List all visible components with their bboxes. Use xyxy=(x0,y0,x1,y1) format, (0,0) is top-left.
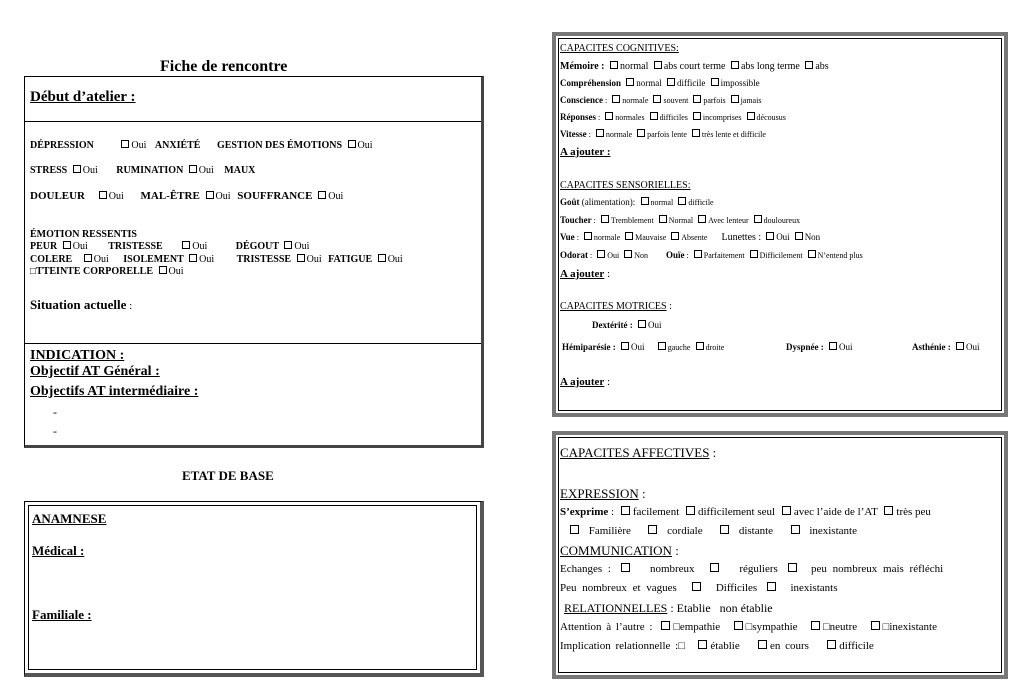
emotion-title: ÉMOTION RESSENTIS xyxy=(30,229,137,240)
sexprime-checkbox[interactable] xyxy=(621,506,630,515)
option-label: difficiles xyxy=(659,113,688,122)
option-label: Tremblement xyxy=(610,216,654,225)
oui-label: Oui xyxy=(198,165,214,176)
option-label: souvent xyxy=(663,96,689,105)
colere-label: COLERE xyxy=(30,254,73,265)
option-label: difficile xyxy=(839,640,874,652)
option-label: avec l’aide de l’AT xyxy=(793,506,878,518)
oui-label: Oui xyxy=(328,191,344,202)
option-label: établie xyxy=(710,640,740,652)
vue-checkbox[interactable] xyxy=(625,232,633,240)
capacites-motrices-label: CAPACITES MOTRICES xyxy=(560,301,667,312)
reponses-checkbox[interactable] xyxy=(693,112,701,120)
medical-label: Médical : xyxy=(32,543,85,558)
ouie-checkbox[interactable] xyxy=(808,250,816,258)
communication-label: COMMUNICATION xyxy=(560,543,672,558)
lunettes-checkbox[interactable] xyxy=(795,232,803,240)
option-label: Difficilement xyxy=(759,251,803,260)
asthenie-label: Asthénie : xyxy=(912,342,951,352)
option-label: normales xyxy=(615,113,645,122)
a-ajouter-3: A ajouter : xyxy=(560,376,611,388)
lunettes-checkbox[interactable] xyxy=(766,232,774,240)
odorat-label: Odorat xyxy=(560,250,588,260)
option-label: en cours xyxy=(769,640,809,652)
a-ajouter-label: A ajouter : xyxy=(560,146,611,158)
oui-label: Oui xyxy=(294,241,310,252)
echanges-checkbox[interactable] xyxy=(710,563,719,572)
oui-label: Oui xyxy=(647,320,662,330)
maux-label: MAUX xyxy=(224,165,256,176)
indication-label: INDICATION : xyxy=(30,348,125,363)
option-label: facilement xyxy=(632,506,680,518)
toucher-checkbox[interactable] xyxy=(698,215,706,223)
option-label: impossible xyxy=(720,78,760,88)
familiere-checkbox[interactable] xyxy=(570,525,579,534)
oui-label: Oui xyxy=(168,266,184,277)
gout-checkbox[interactable] xyxy=(678,197,686,205)
dyspnee-checkbox[interactable] xyxy=(829,342,837,350)
attention-checkbox[interactable] xyxy=(734,621,743,630)
option-label: Familière xyxy=(588,525,631,537)
capacites-sensorielles-label: CAPACITES SENSORIELLES: xyxy=(560,180,691,191)
toucher-checkbox[interactable] xyxy=(659,215,667,223)
stress-checkbox[interactable] xyxy=(73,165,81,173)
attention-label: Attention à l’autre : xyxy=(560,621,653,633)
row-douleur xyxy=(30,190,343,202)
dexterite-label: Dextérité : xyxy=(592,320,633,330)
option-label: Absente xyxy=(681,233,708,242)
attention-checkbox[interactable] xyxy=(871,621,880,630)
gestion-checkbox[interactable] xyxy=(348,140,356,148)
peur-label: PEUR xyxy=(30,241,58,252)
sexprime-checkbox[interactable] xyxy=(686,506,695,515)
row-peu-nombreux xyxy=(560,582,838,594)
option-label: □inexistante xyxy=(882,621,937,633)
option-label: □sympathie xyxy=(745,621,798,633)
option-label: abs court terme xyxy=(663,61,726,72)
row-asthenie xyxy=(912,342,980,352)
fatigue-label: FATIGUE xyxy=(328,254,373,265)
row-familiere xyxy=(566,525,857,537)
atteinte-label: □TTEINTE CORPORELLE xyxy=(30,266,154,277)
option-label: abs xyxy=(815,61,829,72)
option-label: très peu xyxy=(896,506,931,518)
ouie-checkbox[interactable] xyxy=(694,250,702,258)
comprehension-checkbox[interactable] xyxy=(711,78,719,86)
oui-label: Oui xyxy=(630,342,645,352)
fatigue-checkbox[interactable] xyxy=(378,254,386,262)
option-label: difficilement seul xyxy=(698,506,776,518)
oui-label: Oui xyxy=(131,140,147,151)
a-ajouter-label: A ajouter xyxy=(560,268,605,280)
option-label: normal xyxy=(636,78,662,88)
relationnelles-row xyxy=(564,601,773,616)
memoire-checkbox[interactable] xyxy=(610,61,618,69)
comprehension-label: Compréhension xyxy=(560,78,622,88)
dexterite-checkbox[interactable] xyxy=(638,320,646,328)
anamnese-panel xyxy=(24,501,484,677)
sexprime-checkbox[interactable] xyxy=(782,506,791,515)
option-label: abs long terme xyxy=(740,61,800,72)
echanges-checkbox[interactable] xyxy=(788,563,797,572)
familiale-label: Familiale : xyxy=(32,607,92,622)
oui-label: Oui xyxy=(839,342,853,352)
situation-actuelle xyxy=(30,297,132,313)
rumination-label: RUMINATION xyxy=(116,165,184,176)
row-vue: Vue : normale Mauvaise Absente Lunettes : Oui Non xyxy=(560,232,821,243)
oui-label: Oui xyxy=(966,342,980,352)
peur-checkbox[interactable] xyxy=(63,241,71,249)
vitesse-checkbox[interactable] xyxy=(596,129,604,137)
oui-label: Oui xyxy=(93,254,109,265)
gout-checkbox[interactable] xyxy=(641,197,649,205)
hemiparesie-label: Hémiparésie : xyxy=(562,342,616,352)
row-attention xyxy=(560,621,937,633)
conscience-checkbox[interactable] xyxy=(731,95,739,103)
option-label: Parfaitement xyxy=(703,251,745,260)
odorat-checkbox[interactable] xyxy=(624,250,632,258)
row-dexterite xyxy=(592,320,661,330)
vue-checkbox[interactable] xyxy=(671,232,679,240)
oui-label: Oui xyxy=(215,191,231,202)
oui-label: Oui xyxy=(108,191,124,202)
conscience-checkbox[interactable] xyxy=(612,95,620,103)
objectifs-intermediaire-label: Objectifs AT intermédiaire : xyxy=(30,384,199,399)
tristesse-label: TRISTESSE xyxy=(108,241,163,252)
row-echanges xyxy=(560,563,943,575)
a-ajouter-2: A ajouter : xyxy=(560,268,611,280)
option-label: Oui xyxy=(776,232,790,242)
conscience-checkbox[interactable] xyxy=(693,95,701,103)
row-atteinte xyxy=(30,266,184,277)
mal-etre-label: MAL-ÊTRE xyxy=(140,190,200,202)
anxiete-label: ANXIÉTÉ xyxy=(154,140,201,151)
tristesse-checkbox[interactable] xyxy=(182,241,190,249)
memoire-checkbox[interactable] xyxy=(731,61,739,69)
reponses-checkbox[interactable] xyxy=(747,112,755,120)
dyspnee-label: Dyspnée : xyxy=(786,342,824,352)
depression-label: DÉPRESSION xyxy=(30,140,94,151)
rencontre-panel xyxy=(24,76,484,448)
vitesse-checkbox[interactable] xyxy=(692,129,700,137)
divider xyxy=(25,343,481,344)
capacites-cognitives-label: CAPACITES COGNITIVES: xyxy=(560,43,679,54)
depression-checkbox[interactable] xyxy=(121,140,129,148)
row-memoire xyxy=(560,61,829,72)
inexistants-checkbox[interactable] xyxy=(767,582,776,591)
comprehension-checkbox[interactable] xyxy=(626,78,634,86)
droite-checkbox[interactable] xyxy=(696,342,704,350)
row-conscience: Conscience : normale souvent parfois jamais xyxy=(560,95,762,105)
option-label: Normal xyxy=(668,216,694,225)
tristesse-label: TRISTESSE xyxy=(236,254,292,265)
implication-label: Implication relationnelle :□ xyxy=(560,640,685,652)
isolement-label: ISOLEMENT xyxy=(123,254,184,265)
motrices-row: CAPACITES MOTRICES : xyxy=(560,301,672,312)
ouie-checkbox[interactable] xyxy=(750,250,758,258)
souffrance-label: SOUFFRANCE xyxy=(237,190,313,202)
oui-label: Oui xyxy=(357,140,373,151)
memoire-checkbox[interactable] xyxy=(805,61,813,69)
row-gout xyxy=(560,197,714,207)
vitesse-label: Vitesse xyxy=(560,129,587,139)
oui-label: Oui xyxy=(387,254,403,265)
option-label: normale xyxy=(593,233,621,242)
option-label: très lente et difficile xyxy=(701,130,766,139)
douleur-label: DOULEUR xyxy=(30,190,86,202)
attention-checkbox[interactable] xyxy=(811,621,820,630)
implication-checkbox[interactable] xyxy=(827,640,836,649)
option-label: droite xyxy=(705,343,725,352)
toucher-checkbox[interactable] xyxy=(754,215,762,223)
relationnelles-options: : Etablie non établie xyxy=(670,601,773,615)
sexprime-label: S’exprime xyxy=(560,506,609,518)
option-label: normale xyxy=(622,96,649,105)
option-label: peu nombreux mais réfléchi xyxy=(811,563,944,575)
comprehension-checkbox[interactable] xyxy=(667,78,675,86)
gout-note: (alimentation): xyxy=(579,197,636,207)
vue-label: Vue xyxy=(560,232,575,242)
isolement-checkbox[interactable] xyxy=(189,254,197,262)
row-reponses: Réponses : normales difficiles incomprises décousus xyxy=(560,112,786,122)
oui-label: Oui xyxy=(72,241,88,252)
souffrance-checkbox[interactable] xyxy=(318,191,326,199)
option-label: incomprises xyxy=(702,113,742,122)
row-hemiparesie xyxy=(562,342,724,352)
gout-label: Goût xyxy=(560,197,580,207)
conscience-label: Conscience xyxy=(560,95,603,105)
reponses-checkbox[interactable] xyxy=(605,112,613,120)
expression-row: EXPRESSION : xyxy=(560,486,646,501)
echanges-checkbox[interactable] xyxy=(621,563,630,572)
option-label: jamais xyxy=(740,96,762,105)
ouie-label: Ouïe xyxy=(666,250,685,260)
relationnelles-label: RELATIONNELLES xyxy=(564,601,668,615)
option-label: Mauvaise xyxy=(635,233,667,242)
oui-label: Oui xyxy=(306,254,322,265)
oui-label: Oui xyxy=(199,254,215,265)
expression-label: EXPRESSION xyxy=(560,486,639,501)
option-label: Oui xyxy=(607,251,620,260)
anamnese-inner-border xyxy=(28,505,477,670)
memoire-checkbox[interactable] xyxy=(654,61,662,69)
reponses-label: Réponses xyxy=(560,112,597,122)
row-vitesse: Vitesse : normale parfois lente très lente et difficile xyxy=(560,129,766,139)
toucher-checkbox[interactable] xyxy=(601,215,609,223)
tristesse-2-checkbox[interactable] xyxy=(297,254,305,262)
option-label: □neutre xyxy=(823,621,858,633)
stress-label: STRESS xyxy=(30,165,68,176)
option-label: normal xyxy=(650,198,674,207)
colere-checkbox[interactable] xyxy=(84,254,92,262)
atteinte-checkbox[interactable] xyxy=(159,266,167,274)
situation-label: Situation actuelle xyxy=(30,297,127,312)
gestion-label: GESTION DES ÉMOTIONS xyxy=(216,140,343,151)
vitesse-checkbox[interactable] xyxy=(637,129,645,137)
difficiles-checkbox[interactable] xyxy=(692,582,701,591)
option-label: nombreux xyxy=(649,563,695,575)
option-label: cordiale xyxy=(667,525,703,537)
capacites-affectives-label: CAPACITES AFFECTIVES xyxy=(560,445,710,460)
degout-checkbox[interactable] xyxy=(284,241,292,249)
row-peur xyxy=(30,241,309,252)
asthenie-checkbox[interactable] xyxy=(956,342,964,350)
option-label: inexistante xyxy=(809,525,857,537)
degout-label: DÉGOUT xyxy=(235,241,279,252)
etat-de-base-title: ETAT DE BASE xyxy=(182,468,274,483)
memoire-label: Mémoire : xyxy=(560,61,605,72)
option-label: inexistants xyxy=(790,582,838,594)
attention-checkbox[interactable] xyxy=(661,621,670,630)
option-label: parfois xyxy=(703,96,726,105)
option-label: N’entend plus xyxy=(817,251,863,260)
row-colere xyxy=(30,254,403,265)
row-dyspnee xyxy=(786,342,853,352)
option-label: parfois lente xyxy=(647,130,687,139)
hemiparesie-checkbox[interactable] xyxy=(621,342,629,350)
option-label: Avec lenteur xyxy=(708,216,749,225)
option-label: réguliers xyxy=(739,563,778,575)
affectives-panel xyxy=(552,431,1008,679)
vue-checkbox[interactable] xyxy=(584,232,592,240)
option-label: Difficiles xyxy=(715,582,758,594)
dash-item: - xyxy=(53,424,57,438)
douleur-checkbox[interactable] xyxy=(99,191,107,199)
option-label: distante xyxy=(738,525,774,537)
capacites-panel xyxy=(552,32,1008,417)
implication-checkbox[interactable] xyxy=(758,640,767,649)
row-depression xyxy=(30,140,373,151)
peu-nombreux-label: Peu nombreux et vagues xyxy=(560,582,677,594)
row-implication xyxy=(560,640,874,652)
row-odorat: Odorat : Oui Non Ouïe : Parfaitement Difficilement N’entend plus xyxy=(560,250,863,260)
cordiale-checkbox[interactable] xyxy=(648,525,657,534)
option-label: difficile xyxy=(677,78,706,88)
anamnese-label: ANAMNESE xyxy=(32,511,107,526)
option-label: Non xyxy=(634,251,649,260)
gauche-checkbox[interactable] xyxy=(658,342,666,350)
option-label: douloureux xyxy=(763,216,801,225)
option-label: normal xyxy=(620,61,649,72)
option-label: difficile xyxy=(688,198,714,207)
affectives-row: CAPACITES AFFECTIVES : xyxy=(560,445,717,460)
toucher-label: Toucher xyxy=(560,215,592,225)
a-ajouter-label: A ajouter xyxy=(560,376,605,388)
oui-label: Oui xyxy=(82,165,98,176)
oui-label: Oui xyxy=(192,241,208,252)
reponses-checkbox[interactable] xyxy=(650,112,658,120)
option-label: Non xyxy=(804,232,821,242)
conscience-checkbox[interactable] xyxy=(653,95,661,103)
mal-etre-checkbox[interactable] xyxy=(206,191,214,199)
distante-checkbox[interactable] xyxy=(720,525,729,534)
divider xyxy=(25,121,481,122)
inexistante-checkbox[interactable] xyxy=(791,525,800,534)
page-title: Fiche de rencontre xyxy=(160,58,288,75)
sexprime-checkbox[interactable] xyxy=(884,506,893,515)
rumination-checkbox[interactable] xyxy=(189,165,197,173)
communication-row: COMMUNICATION : xyxy=(560,543,679,558)
objectif-general-label: Objectif AT Général : xyxy=(30,364,160,379)
dash-item: - xyxy=(53,405,57,419)
option-label: □empathie xyxy=(673,621,721,633)
odorat-checkbox[interactable] xyxy=(597,250,605,258)
option-label: normale xyxy=(605,130,633,139)
implication-checkbox[interactable] xyxy=(698,640,707,649)
row-sexprime: S’exprime : facilement difficilement seul avec l’aide de l’AT très peu xyxy=(560,506,931,518)
option-label: décousus xyxy=(756,113,786,122)
row-toucher: Toucher : Tremblement Normal Avec lenteur douloureux xyxy=(560,215,801,225)
echanges-label: Echanges : xyxy=(560,563,611,575)
row-comprehension xyxy=(560,78,760,88)
lunettes-label: Lunettes : xyxy=(721,232,762,243)
row-stress xyxy=(30,165,255,176)
situation-colon: : xyxy=(126,300,133,312)
debut-atelier-label: Début d’atelier : xyxy=(30,89,136,105)
option-label: gauche xyxy=(667,343,691,352)
